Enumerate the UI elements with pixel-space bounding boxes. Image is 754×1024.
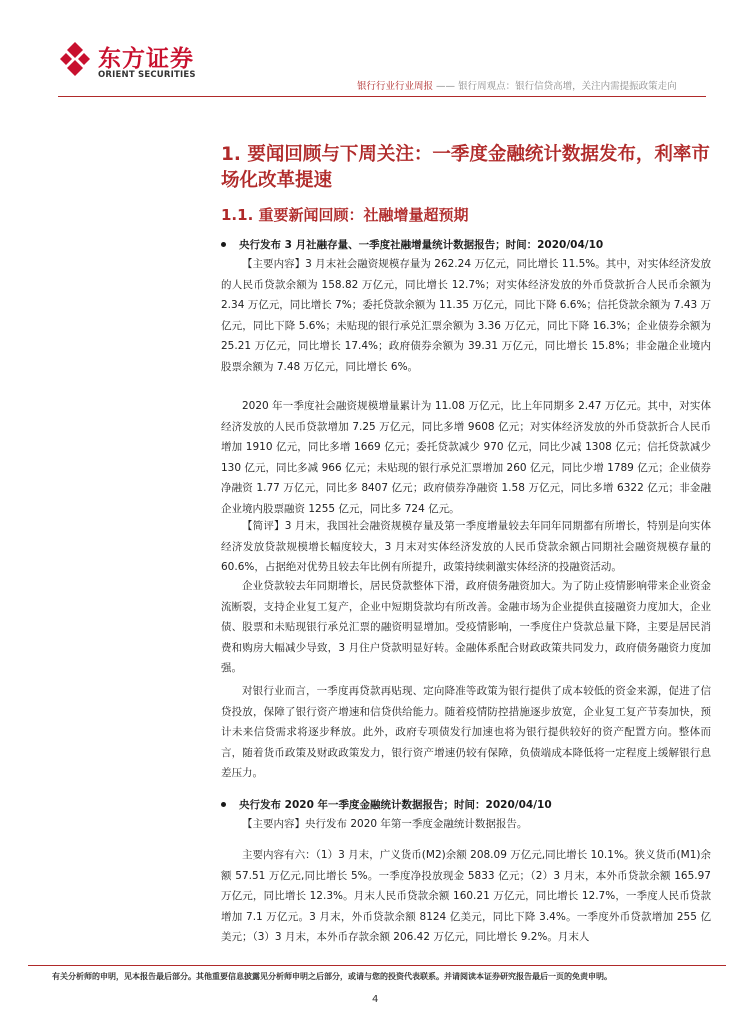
report-subtitle: 银行周观点：银行信贷高增，关注内需提振政策走向 [458, 81, 677, 92]
paragraph: 【简评】3 月末，我国社会融资规模存量及第一季度增量较去年同年同期都有所增长，特别是向实体经济发放贷款规模增长幅度较大，3 月末对实体经济发放的人民币贷款余额占同期社会融资规模存量的 60.6%，占据绝对优势且较去年比例有所提升，政策持续刺激实体经济的投融资活动。 [221, 520, 711, 574]
header-separator: —— [433, 81, 459, 92]
section-heading: 1. 要闻回顾与下周关注：一季度金融统计数据发布，利率市场化改革提速 [221, 144, 710, 191]
footer-disclaimer: 有关分析师的申明，见本报告最后部分。其他重要信息披露见分析师申明之后部分，或请与您的投资代表联系。并请阅读本证券研究报告最后一页的免责申明。 [52, 972, 612, 981]
news-item-title-text: 央行发布 2020 年一季度金融统计数据报告；时间：2020/04/10 [239, 799, 552, 811]
brand-name-en: ORIENT SECURITIES [98, 70, 196, 80]
report-header [357, 78, 677, 92]
footer-divider [28, 965, 726, 966]
report-type: 银行行业行业周报 [357, 81, 434, 92]
paragraph: 2020 年一季度社会融资规模增量累计为 11.08 万亿元，比上年同期多 2.47 万亿元。其中，对实体经济发放的人民币贷款增加 7.25 万亿元，同比多增 9608 亿元；对实体经济发放的外币贷款折合人民币增加 1910 亿元，同比多增 1669 亿元；委托贷款减少 970 亿元，同比少减 1308 亿元；信托贷款减少 130 亿元，同比多减 966 亿元；未贴现的银行承兑汇票增加 260 亿元，同比少增 1789 亿元；企业债券净融资 1.77 万亿元，同比多 8407 亿元；政府债券净融资 1.58 万亿元，同比多增 6322 亿元；非金融企业境内股票融资 1255 亿元，同比多 724 亿元。 [221, 400, 711, 515]
orient-logo-icon [58, 40, 92, 78]
paragraph: 【主要内容】3 月末社会融资规模存量为 262.24 万亿元，同比增长 11.5%。其中，对实体经济发放的人民币贷款余额为 158.82 万亿元，同比增长 12.7%；对实体经济发放的外币贷款折合人民币余额为 2.34 万亿元，同比增长 7%；委托贷款余额为 11.35 万亿元，同比下降 6.6%；信托贷款余额为 7.43 万亿元，同比下降 5.6%；未贴现的银行承兑汇票余额为 3.36 万亿元，同比下降 16.3%；企业债券余额为 25.21 万亿元，同比增长 17.4%；政府债券余额为 39.31 万亿元，同比增长 15.8%；非金融企业境内股票余额为 7.48 万亿元，同比增长 6%。 [221, 258, 712, 373]
news-item-title-text: 央行发布 3 月社融存量、一季度社融增量统计数据报告；时间：2020/04/10 [239, 239, 604, 251]
news-item-title [221, 237, 711, 252]
paragraph: 对银行业而言，一季度再贷款再贴现、定向降准等政策为银行提供了成本较低的资金来源，促进了信贷投放，保障了银行资产增速和信贷供给能力。随着疫情防控措施逐步放宽，企业复工复产节奏加快，预计未来信贷需求将逐步释放。此外，政府专项债发行加速也将为银行提供较好的资产配置方向。整体而言，随着货币政策及财政政策发力，银行资产增速仍较有保障，负债端成本降低将一定程度上缓解银行息差压力。 [221, 685, 711, 780]
brand-name-cn: 东方证券 [98, 46, 194, 72]
paragraph: 【主要内容】央行发布 2020 年第一季度金融统计数据报告。 [242, 818, 528, 830]
brand-logo [58, 40, 218, 84]
header-divider [58, 96, 706, 97]
paragraph: 主要内容有六：（1）3 月末，广义货币(M2)余额 208.09 万亿元,同比增长 10.1%。狭义货币(M1)余额 57.51 万亿元,同比增长 5%。一季度净投放现金 5833 亿元；（2）3 月末，本外币贷款余额 165.97 万亿元，同比增长 12.3%。月末人民币贷款余额 160.21 万亿元，同比增长 12.7%，一季度人民币贷款增加 7.1 万亿元。3 月末，外币贷款余额 8124 亿美元，同比下降 3.4%。一季度外币贷款增加 255 亿美元；（3）3 月末，本外币存款余额 206.42 万亿元，同比增长 9.2%。月末人 [221, 849, 711, 944]
paragraph: 企业贷款较去年同期增长，居民贷款整体下滑，政府债务融资加大。为了防止疫情影响带来企业资金流断裂，支持企业复工复产，企业中短期贷款均有所改善。金融市场为企业提供直接融资力度加大，企业债、股票和未贴现银行承兑汇票的融资明显增加。受疫情影响，一季度住户贷款总量下降，主要是居民消费和购房大幅减少导致，3 月住户贷款明显好转。金融体系配合财政政策共同发力，政府债务融资力度加强。 [221, 580, 711, 675]
bullet-icon [221, 802, 226, 807]
bullet-icon [221, 242, 226, 247]
page-number: 4 [372, 994, 379, 1005]
subsection-heading: 1.1. 重要新闻回顾：社融增量超预期 [221, 206, 469, 224]
news-item-title [221, 797, 711, 812]
